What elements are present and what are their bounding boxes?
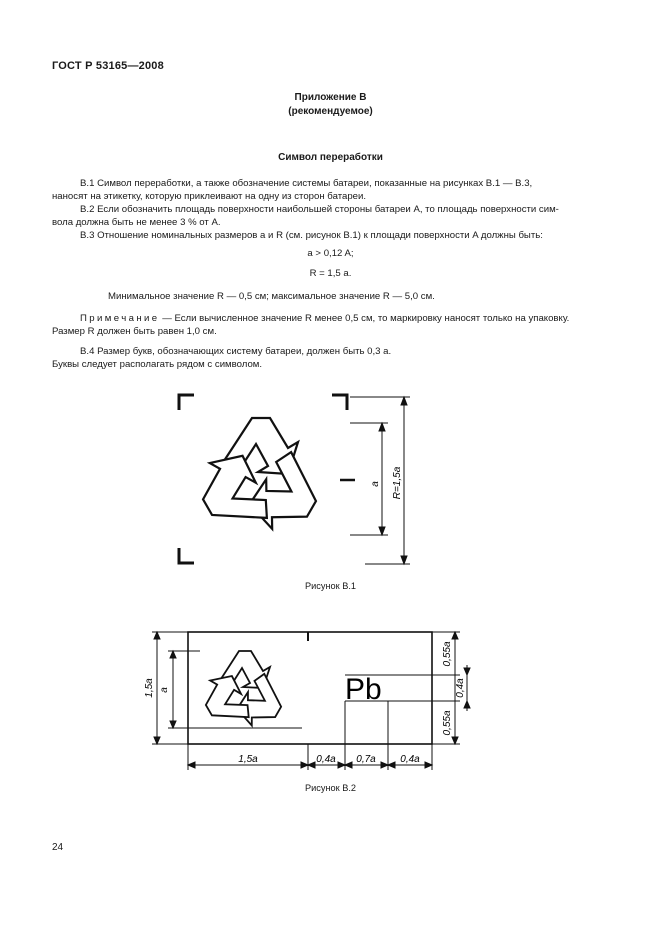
note-line2: Размер R должен быть равен 1,0 см. bbox=[52, 326, 217, 337]
appendix-title: Приложение В bbox=[294, 92, 367, 103]
figure-b1-caption: Рисунок В.1 bbox=[305, 581, 356, 591]
note-label: Примечание bbox=[80, 313, 160, 324]
recycle-icon-small bbox=[196, 651, 291, 734]
dim-bottom-1: 1,5a bbox=[238, 754, 258, 765]
figure-b1-recycle-symbol bbox=[160, 388, 420, 573]
dim-right-mid: 0,4a bbox=[455, 678, 466, 698]
paragraph-b4-line1: В.4 Размер букв, обозначающих систему батареи, должен быть 0,3 a. bbox=[80, 346, 392, 357]
note-text: — Если вычисленное значение R менее 0,5 см, то маркировку наносят только на упаковку. bbox=[159, 313, 570, 324]
dim-right-bottom: 0,55a bbox=[442, 710, 453, 736]
equation-2: R = 1,5 a. bbox=[309, 268, 352, 279]
dim-left-outer: 1,5a bbox=[144, 678, 155, 698]
dim-bottom-4: 0,4a bbox=[400, 754, 420, 765]
dim-a-label: a bbox=[370, 481, 381, 487]
dimension-a bbox=[350, 423, 388, 535]
dim-bottom-3: 0,7a bbox=[356, 754, 376, 765]
paragraph-b1-line2: наносят на этикетку, которую приклеивают на одну из сторон батареи. bbox=[52, 191, 367, 202]
bottom-dimensions bbox=[188, 744, 432, 770]
paragraph-b1-line1: В.1 Символ переработки, а также обозначение системы батареи, показанные на рисунках В.1 — В.3, bbox=[80, 178, 533, 189]
dim-left-inner: a bbox=[159, 687, 170, 693]
paragraph-b2-line1: В.2 Если обозначить площадь поверхности наибольшей стороны батареи A, то площадь поверхности сим- bbox=[80, 204, 559, 215]
figure-b2-label-layout bbox=[130, 625, 490, 773]
appendix-subtitle: (рекомендуемое) bbox=[288, 106, 373, 117]
dim-bottom-2: 0,4a bbox=[316, 754, 336, 765]
paragraph-b2-line2: вола должна быть не менее 3 % от A. bbox=[52, 217, 221, 228]
dim-right-top: 0,55a bbox=[442, 641, 453, 667]
note-line1 bbox=[80, 312, 569, 325]
min-max-values: Минимальное значение R — 0,5 см; максимальное значение R — 5,0 см. bbox=[108, 291, 435, 302]
equation-1: a > 0,12 A; bbox=[307, 248, 354, 259]
document-id: ГОСТ Р 53165—2008 bbox=[52, 60, 164, 72]
page-number: 24 bbox=[52, 842, 64, 853]
recycle-icon bbox=[189, 418, 331, 541]
paragraph-b3-line1: В.3 Отношение номинальных размеров a и R (см. рисунок В.1) к площади поверхности A должны быть: bbox=[80, 230, 543, 241]
battery-system-label: Pb bbox=[345, 673, 382, 706]
section-title: Символ переработки bbox=[278, 152, 383, 163]
paragraph-b4-line2: Буквы следует располагать рядом с символом. bbox=[52, 359, 263, 370]
figure-b2-caption: Рисунок В.2 bbox=[305, 783, 356, 793]
dim-R-label: R=1,5a bbox=[392, 466, 403, 500]
